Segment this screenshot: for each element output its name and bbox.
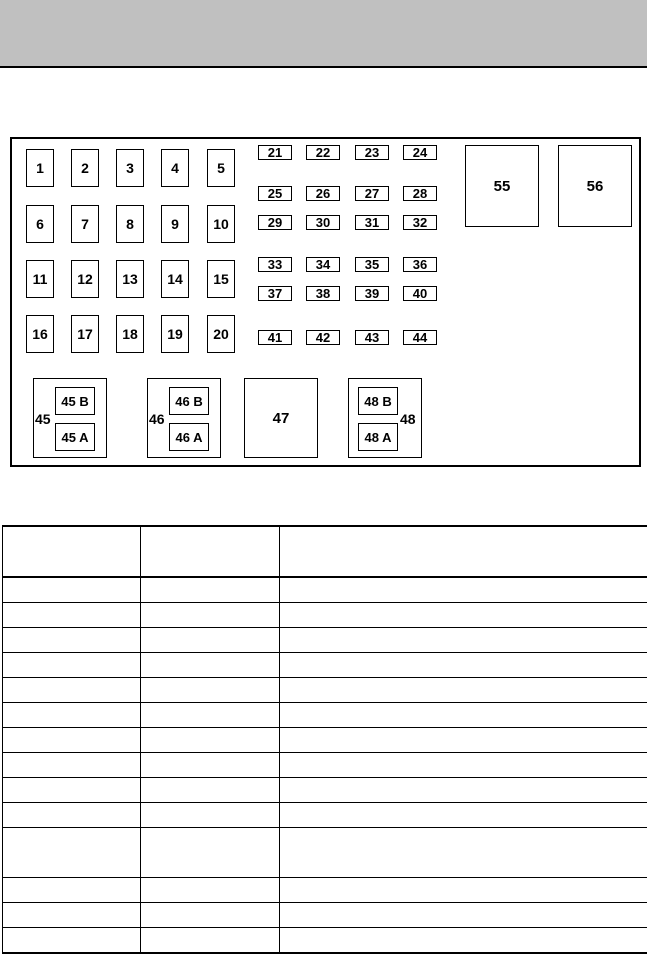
fuse-26: 26 (306, 186, 340, 201)
fuse-28: 28 (403, 186, 437, 201)
table-cell (3, 803, 141, 828)
table-cell (141, 628, 280, 653)
fuse-5: 5 (207, 149, 235, 187)
fuse-27: 27 (355, 186, 389, 201)
table-cell (3, 653, 141, 678)
table-cell (141, 703, 280, 728)
table-row (3, 703, 647, 728)
fuse-panel-diagram (10, 137, 641, 467)
fuse-11: 11 (26, 260, 54, 298)
relay-46a: 46 A (169, 423, 209, 451)
table-cell (280, 878, 647, 903)
table-cell (141, 778, 280, 803)
table-row (3, 678, 647, 703)
table-cell (141, 928, 280, 954)
fuse-41: 41 (258, 330, 292, 345)
header-bar (0, 0, 647, 66)
table-cell (141, 753, 280, 778)
table-cell (280, 703, 647, 728)
fuse-30: 30 (306, 215, 340, 230)
fuse-37: 37 (258, 286, 292, 301)
table-row (3, 628, 647, 653)
fuse-14: 14 (161, 260, 189, 298)
table-cell (3, 577, 141, 603)
fuse-35: 35 (355, 257, 389, 272)
table-cell (3, 753, 141, 778)
fuse-2: 2 (71, 149, 99, 187)
relay-48b: 48 B (358, 387, 398, 415)
table-row (3, 753, 647, 778)
table-cell (3, 828, 141, 878)
fuse-24: 24 (403, 145, 437, 160)
fuse-23: 23 (355, 145, 389, 160)
fuse-31: 31 (355, 215, 389, 230)
table-cell (280, 728, 647, 753)
table-cell (141, 603, 280, 628)
fuse-12: 12 (71, 260, 99, 298)
fuse-6: 6 (26, 205, 54, 243)
table-row (3, 878, 647, 903)
table-cell (280, 628, 647, 653)
table-cell (141, 803, 280, 828)
table-row (3, 828, 647, 878)
fuse-44: 44 (403, 330, 437, 345)
table-cell (280, 753, 647, 778)
fuse-10: 10 (207, 205, 235, 243)
relay-48a: 48 A (358, 423, 398, 451)
table-row (3, 928, 647, 954)
table-cell (141, 728, 280, 753)
header-rule (0, 66, 647, 68)
fuse-55: 55 (465, 145, 539, 227)
table-cell (280, 603, 647, 628)
table-row (3, 603, 647, 628)
fuse-39: 39 (355, 286, 389, 301)
fuse-18: 18 (116, 315, 144, 353)
fuse-17: 17 (71, 315, 99, 353)
fuse-42: 42 (306, 330, 340, 345)
relay-45b: 45 B (55, 387, 95, 415)
table-row (3, 577, 647, 603)
fuse-56: 56 (558, 145, 632, 227)
fuse-43: 43 (355, 330, 389, 345)
table-row (3, 903, 647, 928)
fuse-13: 13 (116, 260, 144, 298)
fuse-15: 15 (207, 260, 235, 298)
table-cell (280, 828, 647, 878)
fuse-40: 40 (403, 286, 437, 301)
relay-45-label: 45 (35, 411, 51, 427)
fuse-21: 21 (258, 145, 292, 160)
fuse-table (2, 525, 647, 954)
table-row (3, 728, 647, 753)
fuse-32: 32 (403, 215, 437, 230)
table-cell (141, 653, 280, 678)
table-cell (280, 928, 647, 954)
fuse-8: 8 (116, 205, 144, 243)
table-cell (141, 577, 280, 603)
fuse-3: 3 (116, 149, 144, 187)
table-cell (141, 903, 280, 928)
table-cell (141, 828, 280, 878)
fuse-19: 19 (161, 315, 189, 353)
fuse-20: 20 (207, 315, 235, 353)
relay-48-label: 48 (400, 411, 416, 427)
fuse-22: 22 (306, 145, 340, 160)
table-cell (3, 628, 141, 653)
table-cell (3, 603, 141, 628)
fuse-7: 7 (71, 205, 99, 243)
table-cell (280, 803, 647, 828)
column-header (3, 526, 141, 577)
table-cell (3, 928, 141, 954)
table-cell (3, 778, 141, 803)
relay-46-label: 46 (149, 411, 165, 427)
table-cell (3, 728, 141, 753)
table-cell (141, 678, 280, 703)
table-cell (3, 878, 141, 903)
table-cell (280, 577, 647, 603)
table-header-row (3, 526, 647, 577)
table-cell (3, 903, 141, 928)
fuse-36: 36 (403, 257, 437, 272)
column-header (141, 526, 280, 577)
fuse-16: 16 (26, 315, 54, 353)
table-row (3, 803, 647, 828)
fuse-38: 38 (306, 286, 340, 301)
fuse-29: 29 (258, 215, 292, 230)
fuse-25: 25 (258, 186, 292, 201)
table-cell (3, 703, 141, 728)
table-cell (141, 878, 280, 903)
table-row (3, 778, 647, 803)
relay-46b: 46 B (169, 387, 209, 415)
table-cell (280, 778, 647, 803)
column-header (280, 526, 647, 577)
table-cell (280, 678, 647, 703)
fuse-33: 33 (258, 257, 292, 272)
relay-47: 47 (244, 378, 318, 458)
fuse-1: 1 (26, 149, 54, 187)
table-cell (3, 678, 141, 703)
fuse-4: 4 (161, 149, 189, 187)
table-cell (280, 653, 647, 678)
table-row (3, 653, 647, 678)
fuse-9: 9 (161, 205, 189, 243)
table-cell (280, 903, 647, 928)
relay-45a: 45 A (55, 423, 95, 451)
fuse-34: 34 (306, 257, 340, 272)
